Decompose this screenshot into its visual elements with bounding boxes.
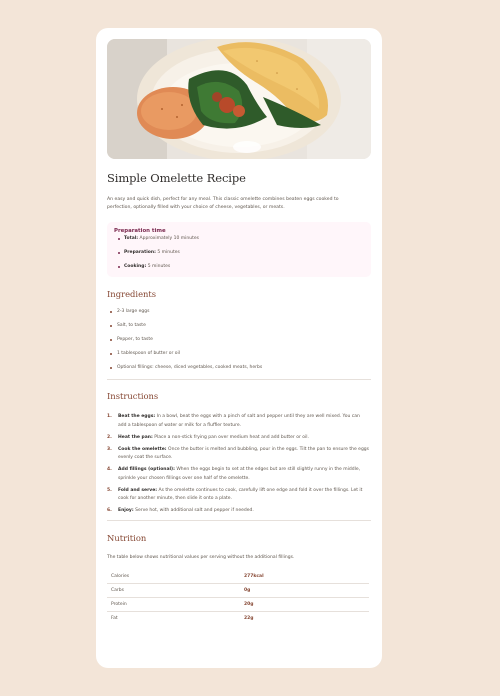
- instructions-heading: Instructions: [107, 391, 159, 401]
- table-row: [107, 570, 369, 584]
- step-label: Fold and serve:: [118, 487, 158, 493]
- step-number: 4.: [107, 467, 112, 473]
- step-label: Heat the pan:: [118, 434, 153, 440]
- omelette-photo: [107, 39, 371, 159]
- prep-value: Approximately 10 minutes: [139, 236, 199, 241]
- ingredients-heading: Ingredients: [107, 289, 157, 299]
- preparation-heading: Preparation time: [114, 228, 166, 234]
- divider: [107, 520, 371, 521]
- nutrition-intro: The table below shows nutritional values per serving without the additional fillings.: [107, 554, 295, 560]
- recipe-intro: An easy and quick dish, perfect for any meal. This classic omelette combines beaten eggs cooked to perfection, optionally filled with your choice of cheese, vegetables, or meats.: [107, 197, 339, 210]
- nutrient-label: Protein: [107, 598, 244, 612]
- preparation-list: [114, 236, 364, 270]
- nutrition-table: [107, 570, 369, 626]
- nutrient-value: 22g: [244, 616, 254, 622]
- nutrient-label: Carbs: [107, 584, 244, 598]
- step-label: Enjoy:: [118, 508, 134, 514]
- nutrient-value: 20g: [244, 598, 369, 612]
- list-item: 1 tablespoon of butter or oil: [107, 351, 371, 357]
- list-item: [107, 487, 369, 504]
- step-label: Add fillings (optional):: [118, 467, 175, 473]
- list-item: [114, 236, 364, 242]
- divider: [107, 379, 371, 380]
- prep-label: Total:: [124, 236, 139, 241]
- ingredients-list: [107, 309, 371, 371]
- nutrient-value: 277kcal: [244, 570, 369, 584]
- list-item: [107, 446, 369, 463]
- step-text: Once the butter is melted and bubbling, pour in the eggs. Tilt the pan to ensure the eggs evenly coat the surface.: [118, 446, 370, 461]
- prep-value: 5 minutes: [157, 249, 180, 255]
- nutrient-value: 0g: [244, 584, 369, 598]
- step-text: In a bowl, beat the eggs with a pinch of salt and pepper until they are well mixed. You can add a tablespoon of water or milk for a fluffier texture.: [118, 414, 360, 428]
- list-item: [107, 413, 369, 430]
- step-number: 5.: [107, 487, 112, 493]
- instructions-list: [107, 413, 371, 516]
- preparation-box: [107, 222, 371, 277]
- step-label: Cook the omelette:: [118, 446, 167, 452]
- step-text: As the omelette continues to cook, carefully lift one edge and fold it over the fillings. Let it cook for another minute, then slide it onto a plate.: [118, 487, 363, 502]
- step-number: 6.: [107, 508, 112, 514]
- nutrient-label: Fat: [111, 616, 118, 622]
- table-row: [107, 584, 369, 598]
- step-text: When the eggs begin to set at the edges but are still slightly runny in the middle, sprinkle your chosen fillings over one half of the omelette.: [118, 467, 361, 481]
- list-item: [107, 434, 369, 443]
- list-item: [107, 507, 369, 516]
- step-text: Serve hot, with additional salt and pepper if needed.: [135, 508, 254, 514]
- list-item: [107, 466, 369, 483]
- recipe-card: [96, 28, 382, 668]
- prep-label: Preparation:: [124, 249, 156, 255]
- list-item: Salt, to taste: [107, 323, 371, 329]
- step-number: 3.: [107, 446, 112, 452]
- list-item: [114, 264, 364, 270]
- step-number: 1.: [107, 414, 112, 419]
- step-label: Beat the eggs:: [118, 414, 156, 419]
- list-item: Pepper, to taste: [107, 337, 371, 343]
- list-item: 2-3 large eggs: [107, 309, 371, 315]
- recipe-title: Simple Omelette Recipe: [107, 171, 246, 185]
- step-text: Place a non-stick frying pan over medium heat and add butter or oil.: [154, 434, 309, 440]
- step-number: 2.: [107, 434, 112, 440]
- prep-value: 5 minutes: [147, 263, 171, 269]
- list-item: Optional fillings: cheese, diced vegetables, cooked meats, herbs: [107, 365, 371, 371]
- list-item: [114, 250, 364, 256]
- table-row: [107, 598, 369, 612]
- table-row: [107, 612, 369, 626]
- nutrient-label: Calories: [107, 570, 244, 584]
- nutrition-heading: Nutrition: [107, 532, 147, 543]
- prep-label: Cooking:: [124, 263, 147, 269]
